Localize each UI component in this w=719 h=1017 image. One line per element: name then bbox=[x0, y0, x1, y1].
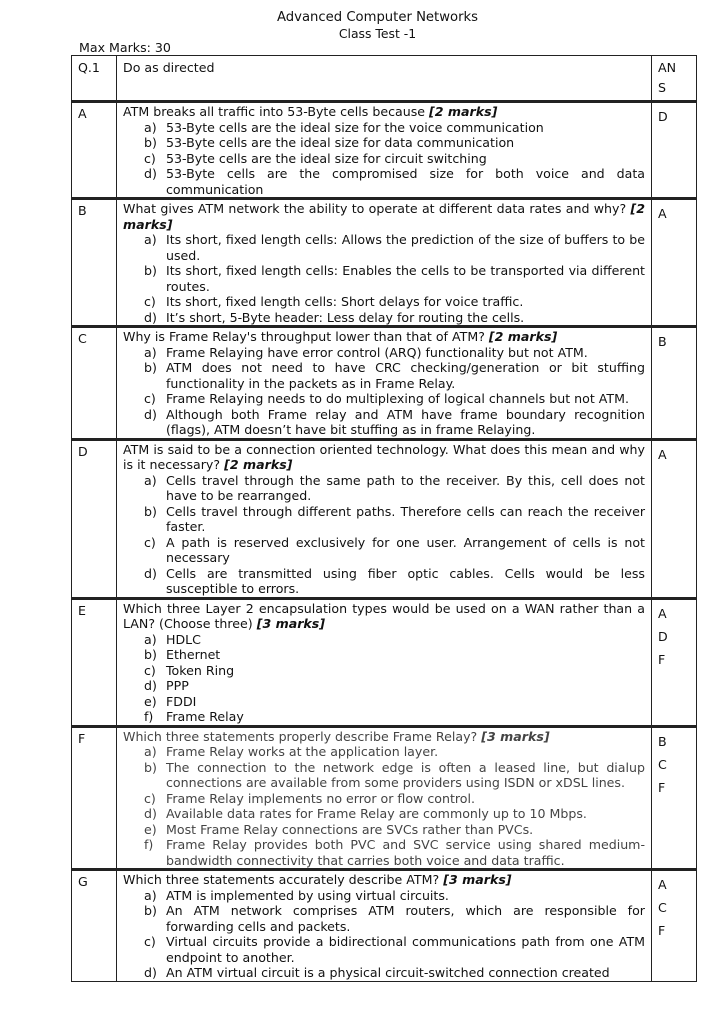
option-text: 53-Byte cells are the ideal size for the voice communication bbox=[166, 119, 544, 135]
question-row bbox=[72, 199, 697, 327]
answer-cell bbox=[652, 102, 697, 199]
option-label: b) bbox=[144, 903, 157, 918]
option-text: 53-Byte cells are the compromised size for both voice and data communication bbox=[166, 166, 645, 197]
question-marks: [3 marks] bbox=[256, 616, 326, 631]
option-item bbox=[123, 151, 645, 167]
option-item bbox=[123, 709, 645, 725]
option-item bbox=[123, 934, 645, 965]
option-text: 53-Byte cells are the ideal size for data communication bbox=[166, 135, 515, 150]
option-text: ATM does not need to have CRC checking/generation or bit stuffing functionality in the packets as in Frame Relay. bbox=[166, 360, 645, 391]
question-content bbox=[117, 870, 652, 982]
instruction-header: Do as directed bbox=[117, 56, 652, 102]
question-stem: ATM breaks all traffic into 53-Byte cells because bbox=[123, 104, 426, 119]
answer-letter: C bbox=[658, 756, 667, 772]
option-item bbox=[123, 965, 645, 981]
option-list bbox=[123, 744, 645, 868]
option-item bbox=[123, 806, 645, 822]
option-text: Virtual circuits provide a bidirectional communications path from one ATM endpoint to another. bbox=[166, 934, 645, 965]
option-item bbox=[123, 504, 645, 535]
option-text: Most Frame Relay connections are SVCs rather than PVCs. bbox=[166, 821, 534, 837]
answer-cell bbox=[652, 870, 697, 982]
option-text: Frame Relay provides both PVC and SVC service using shared medium-bandwidth connectivity that carries both voice and data traffic. bbox=[166, 837, 645, 868]
option-label: c) bbox=[144, 294, 156, 309]
answer-letter: A bbox=[658, 605, 667, 621]
option-label: f) bbox=[144, 709, 154, 724]
question-row bbox=[72, 102, 697, 199]
option-text: FDDI bbox=[166, 693, 197, 709]
option-text: Available data rates for Frame Relay are commonly up to 10 Mbps. bbox=[166, 806, 587, 821]
question-marks: [2 marks] bbox=[429, 104, 498, 119]
option-label: d) bbox=[144, 565, 157, 581]
option-item bbox=[123, 822, 645, 838]
question-stem: Which three statements accurately describe ATM? bbox=[123, 872, 440, 887]
option-label: c) bbox=[144, 391, 156, 406]
option-label: e) bbox=[144, 821, 157, 837]
option-label: b) bbox=[144, 503, 157, 519]
option-text: Token Ring bbox=[166, 662, 235, 678]
option-item bbox=[123, 166, 645, 197]
option-label: a) bbox=[144, 119, 157, 135]
answer-cell bbox=[652, 439, 697, 598]
option-item bbox=[123, 120, 645, 136]
question-content bbox=[117, 102, 652, 199]
option-label: a) bbox=[144, 744, 157, 759]
question-stem: Why is Frame Relay's throughput lower than that of ATM? bbox=[123, 329, 485, 344]
option-label: b) bbox=[144, 135, 157, 150]
option-label: c) bbox=[144, 790, 156, 806]
max-marks: Max Marks: 30 bbox=[79, 40, 171, 55]
option-text: An ATM network comprises ATM routers, which are responsible for forwarding cells and packets. bbox=[166, 903, 645, 934]
question-stem: Which three statements properly describe Frame Relay? bbox=[123, 728, 478, 744]
option-item bbox=[123, 647, 645, 663]
question-content bbox=[117, 726, 652, 870]
option-item bbox=[123, 632, 645, 648]
question-id: F bbox=[72, 726, 117, 870]
question-stem: What gives ATM network the ability to operate at different data rates and why? bbox=[123, 201, 627, 216]
option-item bbox=[123, 407, 645, 438]
question-text bbox=[123, 729, 645, 745]
option-text: 53-Byte cells are the ideal size for circuit switching bbox=[166, 150, 487, 166]
answer-letter: A bbox=[658, 877, 667, 892]
answer-cell bbox=[652, 327, 697, 440]
question-id: C bbox=[72, 327, 117, 440]
option-text: Frame Relaying have error control (ARQ) functionality but not ATM. bbox=[166, 344, 588, 360]
option-item bbox=[123, 663, 645, 679]
question-text bbox=[123, 104, 645, 120]
option-text: Cells travel through different paths. Therefore cells can reach the receiver faster. bbox=[166, 503, 645, 534]
option-item bbox=[123, 535, 645, 566]
table-header-row bbox=[72, 56, 697, 102]
answer-letter: A bbox=[658, 206, 667, 221]
option-item bbox=[123, 694, 645, 710]
option-item bbox=[123, 263, 645, 294]
answer-letter: F bbox=[658, 779, 666, 795]
question-content bbox=[117, 199, 652, 327]
option-text: Frame Relay bbox=[166, 709, 244, 724]
question-content bbox=[117, 598, 652, 726]
question-content bbox=[117, 327, 652, 440]
option-text: ATM is implemented by using virtual circuits. bbox=[166, 887, 449, 903]
option-text: A path is reserved exclusively for one user. Arrangement of cells is not necessary bbox=[166, 534, 645, 565]
question-marks: [2 marks] bbox=[488, 329, 558, 344]
answer-cell bbox=[652, 726, 697, 870]
question-marks: [3 marks] bbox=[443, 872, 512, 887]
option-label: e) bbox=[144, 693, 157, 709]
option-text: Cells travel through the same path to the receiver. By this, cell does not have to be rearranged. bbox=[166, 472, 645, 503]
option-item bbox=[123, 135, 645, 151]
option-label: d) bbox=[144, 806, 157, 821]
answer-cell bbox=[652, 199, 697, 327]
question-text bbox=[123, 442, 645, 473]
option-text: PPP bbox=[166, 678, 189, 693]
option-label: b) bbox=[144, 263, 157, 278]
option-label: a) bbox=[144, 887, 157, 903]
option-item bbox=[123, 360, 645, 391]
option-text: The connection to the network edge is often a leased line, but dialup connections are available from some providers using ISDN or xDSL lines. bbox=[166, 759, 645, 790]
answer-header: AN S bbox=[652, 56, 697, 102]
option-label: a) bbox=[144, 232, 157, 247]
option-label: d) bbox=[144, 406, 157, 422]
option-label: d) bbox=[144, 166, 157, 181]
question-marks: [3 marks] bbox=[481, 728, 550, 744]
option-text: HDLC bbox=[166, 631, 201, 647]
question-id: E bbox=[72, 598, 117, 726]
answer-letter: B bbox=[658, 733, 667, 749]
question-number-header: Q.1 bbox=[72, 56, 117, 102]
option-text: Ethernet bbox=[166, 647, 221, 662]
question-text bbox=[123, 872, 645, 888]
document-subtitle: Class Test -1 bbox=[338, 26, 417, 41]
option-label: c) bbox=[144, 662, 156, 678]
answer-letter: B bbox=[658, 334, 667, 349]
option-item bbox=[123, 837, 645, 868]
option-item bbox=[123, 294, 645, 310]
option-label: c) bbox=[144, 534, 156, 550]
question-marks: [2 marks] bbox=[123, 201, 645, 232]
questions-body bbox=[72, 102, 697, 982]
question-text bbox=[123, 329, 645, 345]
option-label: b) bbox=[144, 759, 157, 775]
option-item bbox=[123, 903, 645, 934]
document-title: Advanced Computer Networks bbox=[276, 10, 478, 25]
option-label: b) bbox=[144, 360, 157, 375]
question-row bbox=[72, 870, 697, 982]
option-label: d) bbox=[144, 965, 157, 980]
question-text bbox=[123, 601, 645, 632]
question-row bbox=[72, 439, 697, 598]
option-text: Although both Frame relay and ATM have frame boundary recognition (flags), ATM doesn’t have bit stuffing as in frame Relaying. bbox=[166, 406, 645, 437]
option-label: d) bbox=[144, 678, 157, 693]
option-list bbox=[123, 232, 645, 325]
option-item bbox=[123, 760, 645, 791]
option-label: c) bbox=[144, 150, 156, 166]
option-list bbox=[123, 120, 645, 198]
option-item bbox=[123, 888, 645, 904]
answer-letter: C bbox=[658, 900, 667, 915]
option-label: b) bbox=[144, 647, 157, 662]
option-label: a) bbox=[144, 344, 157, 360]
question-stem: ATM is said to be a connection oriented technology. What does this mean and why is it necessary? bbox=[123, 441, 645, 472]
option-item bbox=[123, 744, 645, 760]
question-table bbox=[71, 55, 697, 982]
answer-letter: F bbox=[658, 651, 666, 667]
question-id: G bbox=[72, 870, 117, 982]
answer-letter: F bbox=[658, 923, 666, 938]
option-item bbox=[123, 391, 645, 407]
option-text: An ATM virtual circuit is a physical circuit-switched connection created bbox=[166, 965, 610, 980]
option-list bbox=[123, 345, 645, 438]
option-item bbox=[123, 345, 645, 361]
option-label: d) bbox=[144, 309, 157, 325]
answer-letter: D bbox=[658, 628, 668, 644]
option-text: Its short, fixed length cells: Short delays for voice traffic. bbox=[166, 294, 524, 309]
option-item bbox=[123, 678, 645, 694]
question-content bbox=[117, 439, 652, 598]
question-row bbox=[72, 598, 697, 726]
option-list bbox=[123, 632, 645, 725]
answer-cell bbox=[652, 598, 697, 726]
question-id: B bbox=[72, 199, 117, 327]
option-text: Cells are transmitted using fiber optic cables. Cells would be less susceptible to errors. bbox=[166, 565, 645, 596]
option-label: a) bbox=[144, 472, 157, 488]
question-row bbox=[72, 327, 697, 440]
option-list bbox=[123, 888, 645, 981]
option-item bbox=[123, 566, 645, 597]
option-item bbox=[123, 473, 645, 504]
question-id: A bbox=[72, 102, 117, 199]
option-text: Frame Relay implements no error or flow control. bbox=[166, 790, 476, 806]
option-text: Its short, fixed length cells: Enables the cells to be transported via different routes. bbox=[166, 263, 645, 294]
option-label: c) bbox=[144, 934, 156, 949]
option-label: a) bbox=[144, 631, 157, 647]
option-text: Frame Relaying needs to do multiplexing of logical channels but not ATM. bbox=[166, 391, 629, 406]
option-item bbox=[123, 791, 645, 807]
option-text: Its short, fixed length cells: Allows the prediction of the size of buffers to be used. bbox=[166, 232, 645, 263]
option-item bbox=[123, 310, 645, 326]
answer-letter: A bbox=[658, 446, 667, 462]
option-list bbox=[123, 473, 645, 597]
question-text bbox=[123, 201, 645, 232]
option-text: Frame Relay works at the application layer. bbox=[166, 744, 439, 759]
answer-letter: D bbox=[658, 109, 668, 124]
question-marks: [2 marks] bbox=[224, 457, 293, 472]
question-stem: Which three Layer 2 encapsulation types would be used on a WAN rather than a LAN? (Choose three) bbox=[123, 600, 645, 631]
option-item bbox=[123, 232, 645, 263]
option-label: f) bbox=[144, 837, 154, 852]
question-row bbox=[72, 726, 697, 870]
question-id: D bbox=[72, 439, 117, 598]
option-text: It’s short, 5-Byte header: Less delay for routing the cells. bbox=[166, 309, 525, 325]
